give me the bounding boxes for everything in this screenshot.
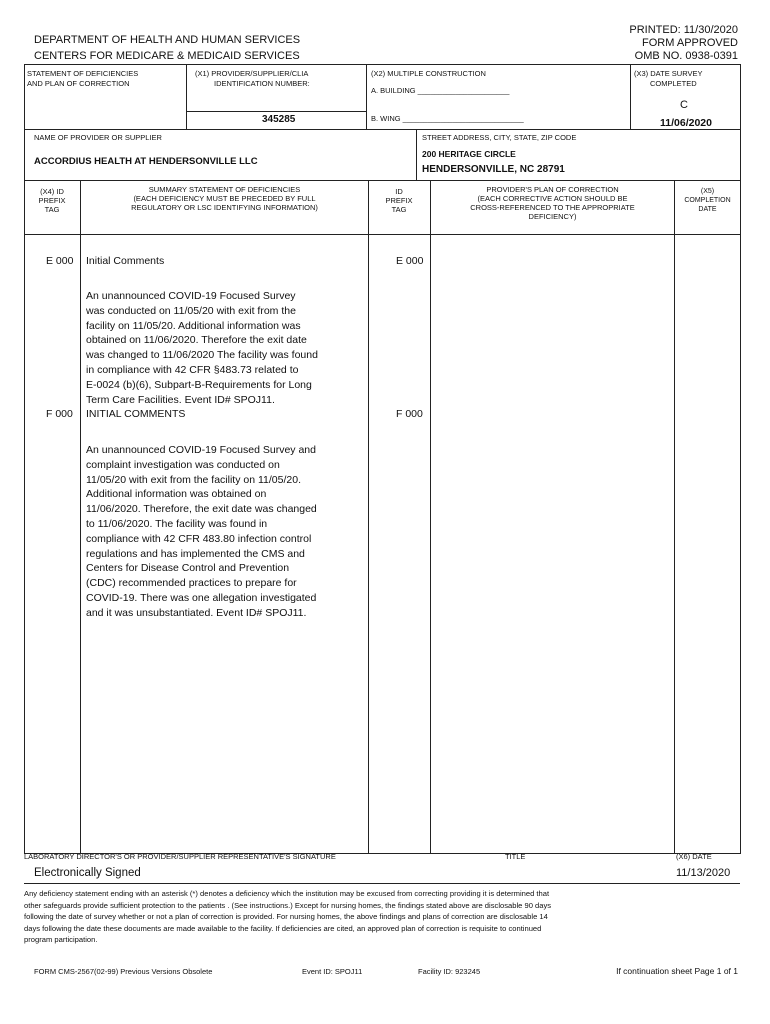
survey-code: C [680,99,688,111]
form-number: FORM CMS-2567(02-99) Previous Versions Obsolete [34,967,213,976]
signature-date: 11/13/2020 [676,867,731,879]
rule-signature-bottom [24,883,740,884]
signature-value: Electronically Signed [34,867,141,879]
rule-name-bottom [24,180,740,181]
x3-label-1: (X3) DATE SURVEY [634,69,703,78]
statement-label-1: STATEMENT OF DEFICIENCIES [27,69,139,78]
x5-header: (X5) COMPLETION DATE [684,188,731,213]
provider-number: 345285 [262,114,296,125]
rule-col-id [430,180,431,854]
rule-col-x4 [80,180,81,854]
rule-top [24,64,740,65]
x2-label: (X2) MULTIPLE CONSTRUCTION [371,69,486,78]
wing-field: B. WING _____________________________ [371,114,524,123]
x4-header: (X4) ID PREFIX TAG [38,187,66,214]
plan-header: PROVIDER'S PLAN OF CORRECTION (EACH CORRECTIVE ACTION SHOULD BE CROSS-REFERENCED TO THE APPROPRIATE DEFICIENCY) [470,185,635,221]
entry-title: Initial Comments [86,255,165,267]
building-field: A. BUILDING ______________________ [371,86,510,95]
survey-date: 11/06/2020 [660,117,712,129]
x3-label-2: COMPLETED [650,79,697,88]
signature-label: LABORATORY DIRECTOR'S OR PROVIDER/SUPPLIER REPRESENTATIVE'S SIGNATURE [24,852,336,861]
provider-name: ACCORDIUS HEALTH AT HENDERSONVILLE LLC [34,156,258,167]
department-line-1: DEPARTMENT OF HEALTH AND HUMAN SERVICES [34,34,301,46]
disclaimer: Any deficiency statement ending with an asterisk (*) denotes a deficiency which the institution may be excused from correcting providing it is determined that other safeguards provide sufficient protection to the patients . (See instructions.) Except for nursing homes, the findings stated above are disclosable 90 days following the date of survey whether or not a plan of correction is provided. For nursing homes, the above findings and plans of correction are disclosable 14 days following the date these documents are made available to the facility. If deficiencies are cited, an approved plan of correction is requisite to continued program participation. [24,889,552,945]
rule-col-plan [674,180,675,854]
department-line-2: CENTERS FOR MEDICARE & MEDICAID SERVICES [34,50,300,62]
rule-x3 [630,64,631,129]
entry-paragraph: An unannounced COVID-19 Focused Survey and complaint investigation was conducted on 11/05/20 with exit from the facility on 11/05/20. Additional information was obtained on 11/06/2020. Therefore, the exit date was changed to 11/06/2020. The facility was found in compliance with 42 CFR 483.80 infection control regulations and has implemented the CMS and Centers for Disease Control and Prevention (CDC) recommended practices to prepare for COVID-19. There was one allegation investigated and it was unsubstantiated. Event ID# SPOJ11. [86,444,317,619]
title-label: TITLE [505,852,526,861]
entry-title: INITIAL COMMENTS [86,408,186,420]
entry-id-tag: F 000 [396,408,423,420]
facility-id: Facility ID: 923245 [418,967,481,976]
entry-tag: E 000 [46,255,74,267]
event-id: Event ID: SPOJ11 [302,967,363,976]
form-approved: FORM APPROVED [642,37,738,49]
statement-label-2: AND PLAN OF CORRECTION [27,79,130,88]
rule-address [416,129,417,180]
rule-colhead-bottom [24,234,740,235]
summary-header: SUMMARY STATEMENT OF DEFICIENCIES (EACH DEFICIENCY MUST BE PRECEDED BY FULL REGULATORY OR LSC IDENTIFYING INFORMATION) [131,185,318,212]
entry-id-tag: E 000 [396,255,424,267]
id-header: ID PREFIX TAG [385,187,413,214]
entry-tag: F 000 [46,408,73,420]
date-label: (X6) DATE [676,852,712,861]
rule-x2 [366,64,367,129]
rule-x1-under [186,111,366,112]
omb-number: OMB NO. 0938-0391 [634,50,738,62]
rule-right [740,64,741,854]
x1-label-1: (X1) PROVIDER/SUPPLIER/CLIA [195,69,309,78]
rule-x1 [186,64,187,129]
provider-name-label: NAME OF PROVIDER OR SUPPLIER [34,133,162,142]
x1-label-2: IDENTIFICATION NUMBER: [214,79,310,88]
rule-left [24,64,25,854]
page-number: If continuation sheet Page 1 of 1 [616,966,738,976]
entry-paragraph: An unannounced COVID-19 Focused Survey was conducted on 11/05/20 with exit from the facility on 11/05/20. Additional information was obtained on 11/06/2020. Therefore the exit date was changed to 11/06/2020 The facility was found in compliance with 42 CFR §483.73 related to E-0024 (b)(6), Subpart-B-Requirements for Long Term Care Facilities. Event ID# SPOJ11. [86,290,318,406]
address-street: 200 HERITAGE CIRCLE [422,149,516,159]
rule-mid [24,129,740,130]
address-label: STREET ADDRESS, CITY, STATE, ZIP CODE [422,133,577,142]
rule-col-summary [368,180,369,854]
printed-date: PRINTED: 11/30/2020 [629,24,738,36]
address-city: HENDERSONVILLE, NC 28791 [422,164,565,175]
